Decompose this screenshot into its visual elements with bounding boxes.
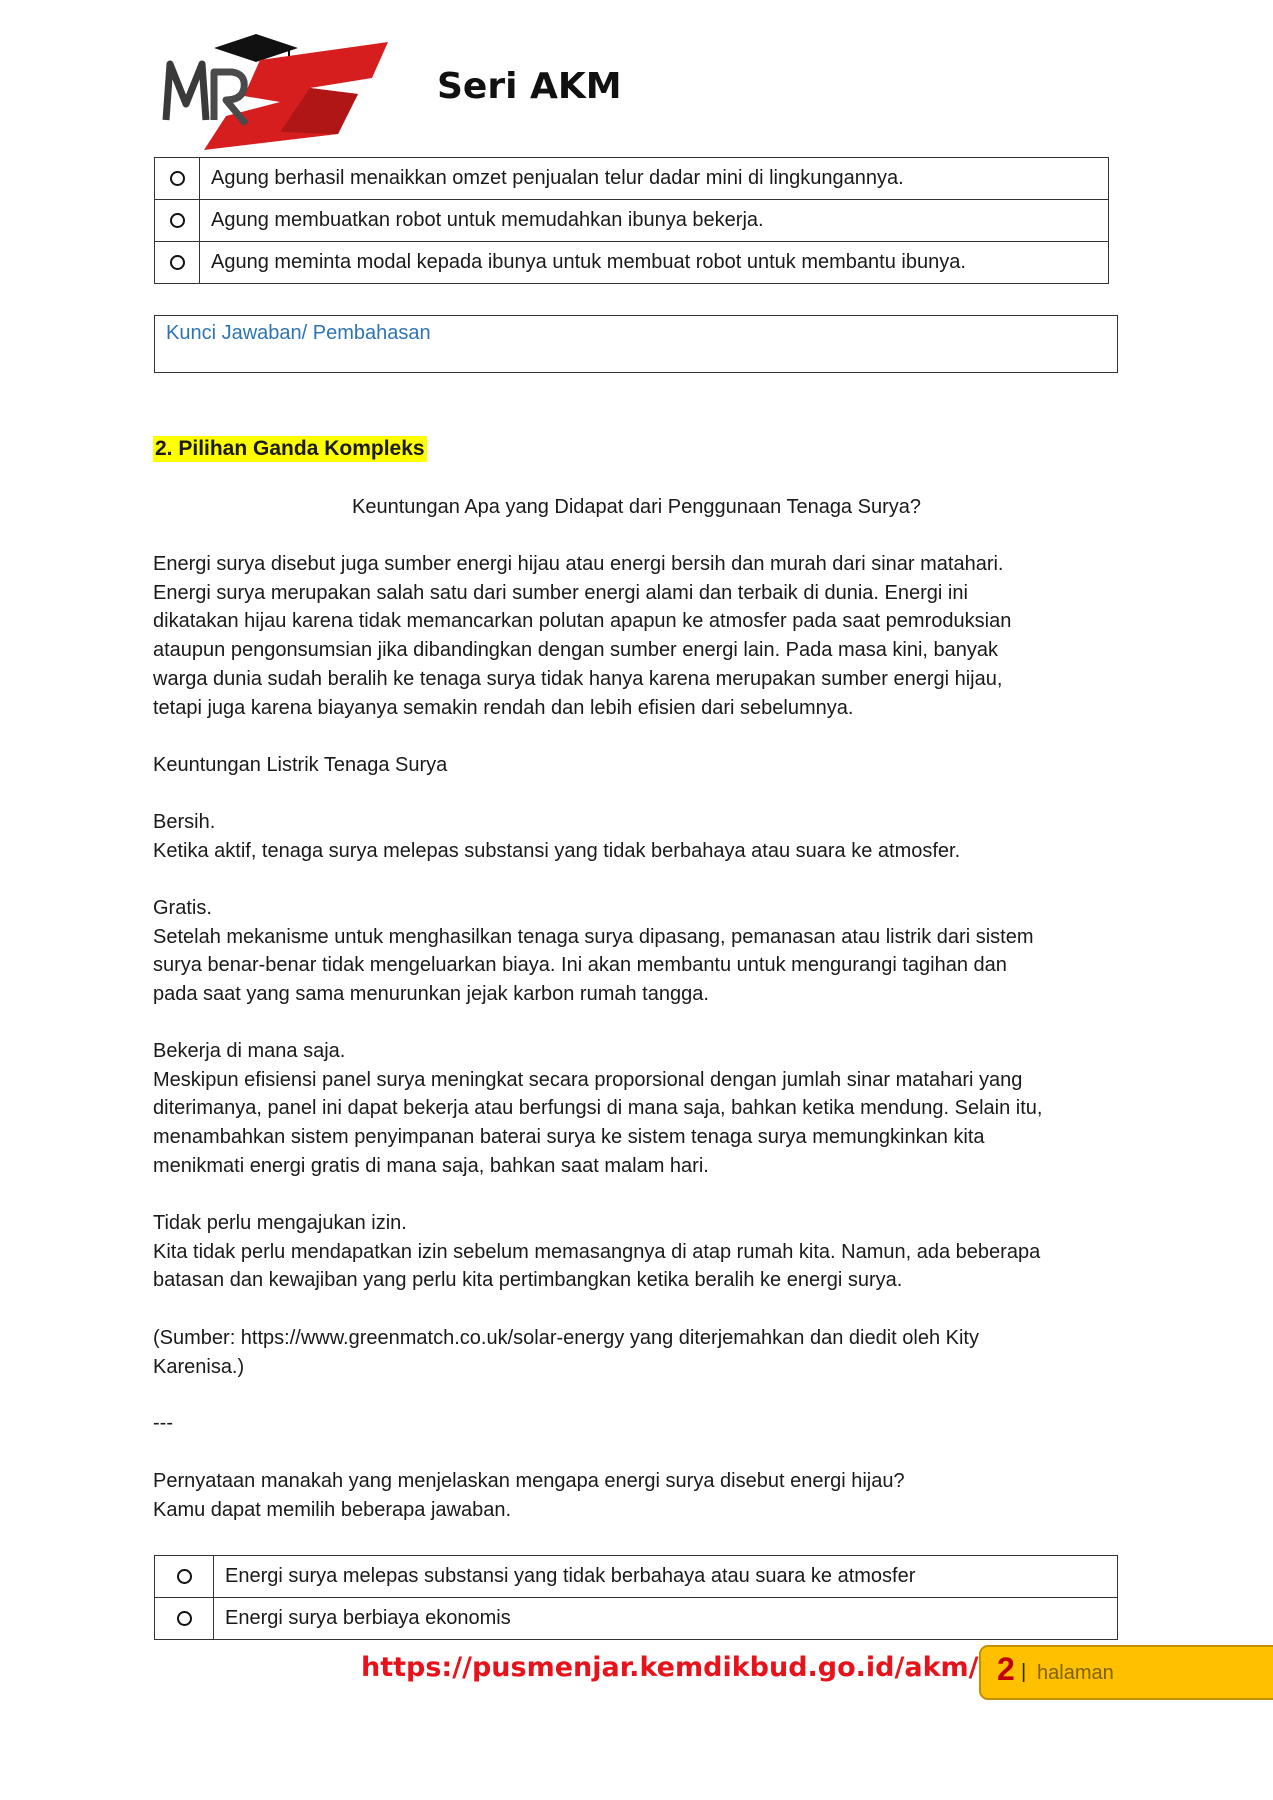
page-separator: | — [1021, 1661, 1027, 1683]
series-title: Seri AKM — [437, 66, 622, 107]
benefit-title: Bekerja di mana saja. — [153, 1040, 346, 1062]
benefits-title: Keuntungan Listrik Tenaga Surya — [153, 754, 448, 776]
benefit-title: Gratis. — [153, 897, 212, 919]
page-word: halaman — [1037, 1662, 1114, 1684]
answer-key-box — [154, 315, 1118, 373]
article-title: Keuntungan Apa yang Didapat dari Penggunaan Tenaga Surya? — [352, 496, 921, 518]
radio-icon[interactable] — [177, 1611, 192, 1626]
section-heading: 2. Pilihan Ganda Kompleks — [155, 437, 425, 460]
q1-option[interactable] — [155, 242, 1109, 284]
footer-url-link[interactable]: https://pusmenjar.kemdikbud.go.id/akm/ — [361, 1652, 979, 1683]
q1-option[interactable] — [155, 158, 1109, 200]
q1-option[interactable] — [155, 200, 1109, 242]
radio-icon[interactable] — [170, 171, 185, 186]
q2-option[interactable] — [155, 1556, 1118, 1598]
radio-icon[interactable] — [177, 1569, 192, 1584]
question-prompt: Pernyataan manakah yang menjelaskan mengapa energi surya disebut energi hijau? Kamu dapat memilih beberapa jawaban. — [153, 1470, 905, 1521]
source-citation: (Sumber: https://www.greenmatch.co.uk/solar-energy yang diterjemahkan dan diedit oleh Kity Karenisa.) — [153, 1327, 979, 1378]
q1-options-table — [154, 157, 1109, 284]
benefit-izin: Tidak perlu mengajukan izin. Kita tidak perlu mendapatkan izin sebelum memasangnya di atap rumah kita. Namun, ada beberapa batasan dan kewajiban yang perlu kita pertimbangkan ketika beralih ke energi surya. — [153, 1209, 1133, 1295]
benefit-bekerja: Bekerja di mana saja. Meskipun efisiensi panel surya meningkat secara proporsional dengan jumlah sinar matahari yang diterimanya, panel ini dapat bekerja atau berfungsi di mana saja, bahkan ketika mendung. Selain itu, menambahkan sistem penyimpanan baterai surya ke sistem tenaga surya memungkinkan kita menikmati energi gratis di mana saja, bahkan saat malam hari. — [153, 1037, 1133, 1181]
benefit-bersih: Bersih. Ketika aktif, tenaga surya melepas substansi yang tidak berbahaya atau suara ke atmosfer. — [153, 808, 1133, 865]
q2-option-text: Energi surya melepas substansi yang tidak berbahaya atau suara ke atmosfer — [214, 1556, 1118, 1598]
page-number: 2 — [997, 1651, 1015, 1687]
q1-option-text: Agung membuatkan robot untuk memudahkan ibunya bekerja. — [200, 200, 1109, 242]
q2-options-table — [154, 1555, 1118, 1640]
separator: --- — [153, 1412, 173, 1434]
brand-logo — [160, 32, 400, 150]
benefit-gratis: Gratis. Setelah mekanisme untuk menghasilkan tenaga surya dipasang, pemanasan atau listrik dari sistem surya benar-benar tidak mengeluarkan biaya. Ini akan membantu untuk mengurangi tagihan dan pada saat yang sama menurunkan jejak karbon rumah tangga. — [153, 894, 1133, 1009]
q1-option-text: Agung meminta modal kepada ibunya untuk membuat robot untuk membantu ibunya. — [200, 242, 1109, 284]
benefit-title: Bersih. — [153, 811, 216, 833]
intro-paragraph: Energi surya disebut juga sumber energi hijau atau energi bersih dan murah dari sinar matahari. Energi surya merupakan salah satu dari sumber energi alami dan terbaik di dunia. Energi ini dikatakan hijau karena tidak memancarkan polutan apapun ke atmosfer pada saat pemroduksian ataupun pengonsumsian jika dibandingkan dengan sumber energi lain. Pada masa kini, banyak warga dunia sudah beralih ke tenaga surya tidak hanya karena merupakan sumber energi hijau, tetapi juga karena biayanya semakin rendah dan lebih efisien dari sebelumnya. — [153, 553, 1012, 719]
q2-option[interactable] — [155, 1598, 1118, 1640]
benefit-title: Tidak perlu mengajukan izin. — [153, 1212, 407, 1234]
q2-option-text: Energi surya berbiaya ekonomis — [214, 1598, 1118, 1640]
q1-option-text: Agung berhasil menaikkan omzet penjualan telur dadar mini di lingkungannya. — [200, 158, 1109, 200]
page-number-tab — [979, 1645, 1273, 1700]
radio-icon[interactable] — [170, 213, 185, 228]
radio-icon[interactable] — [170, 255, 185, 270]
answer-key-label: Kunci Jawaban/ Pembahasan — [166, 322, 431, 344]
